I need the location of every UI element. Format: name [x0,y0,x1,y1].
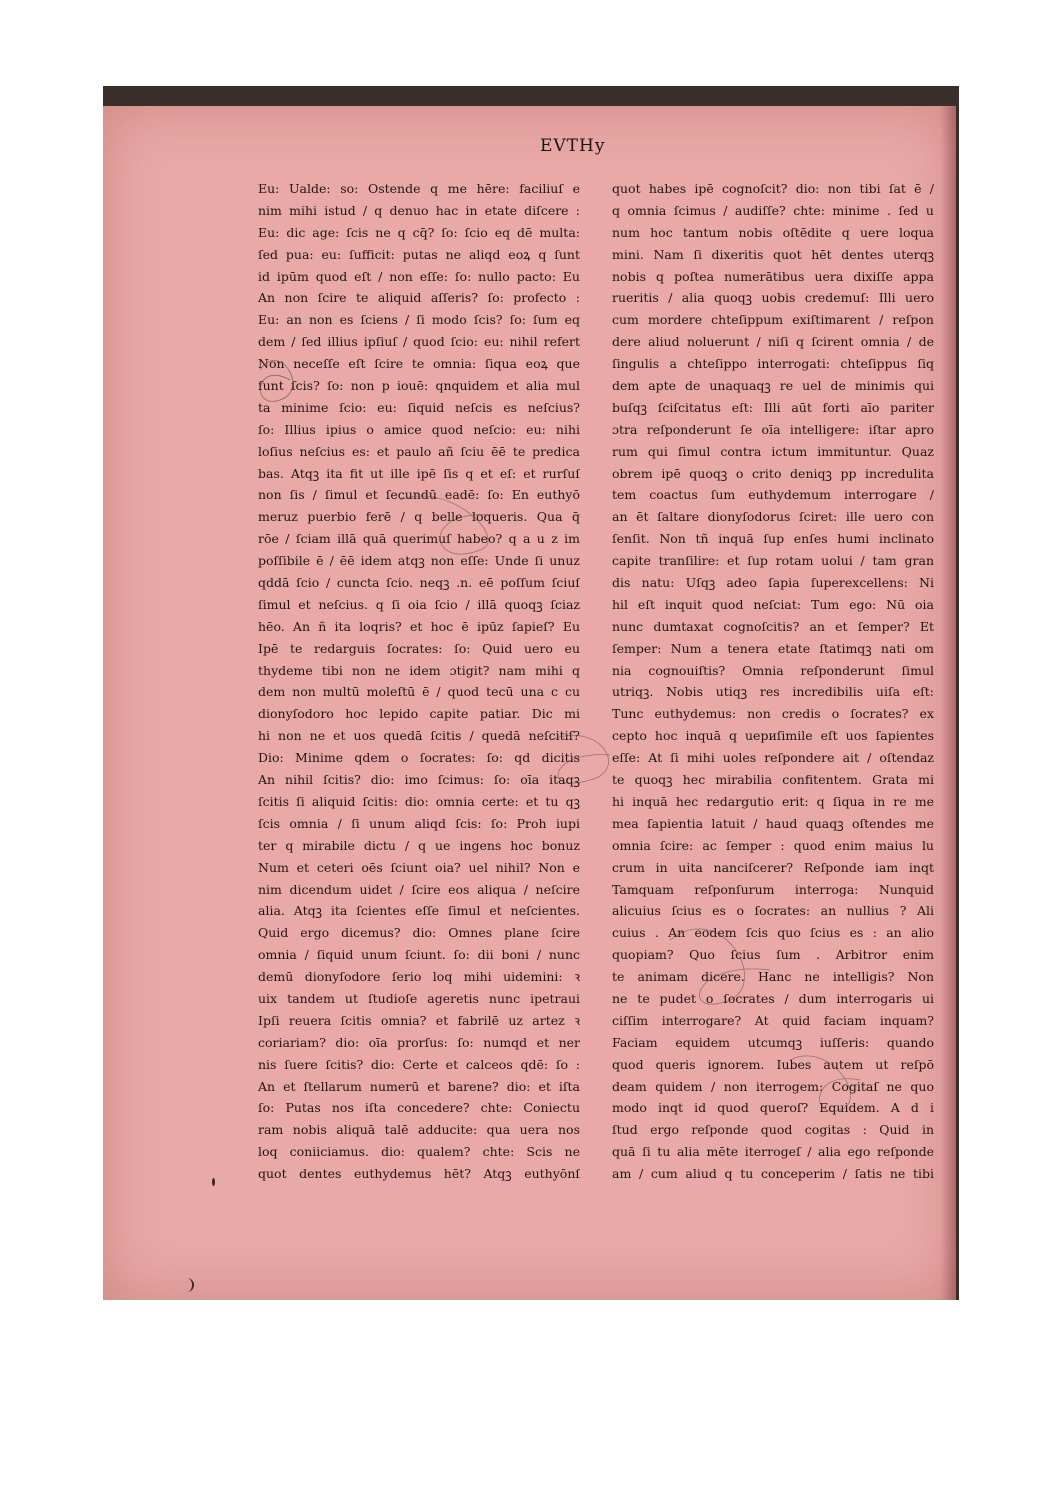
left-column-line: alia. Atqꝫ ita ſcientes eſſe ſimul et neſcientes. [258,903,580,919]
left-column-line: ta minime ſcio: eu: ſiquid neſcis es neſcius? [258,399,580,415]
right-column-line: rueritis / alia quoqꝫ uobis credemuſ: Illi uero [612,290,934,306]
left-column-line: meruz puerbio ferē / q belle loqueris. Qua q̄ [258,509,580,525]
left-column-line: coriariam? dio: oīa prorſus: ſo: numqd et ner [258,1034,580,1050]
text-column-right [612,178,934,1185]
right-column-line: tem coactus ſum euthydemum interrogare / [612,487,934,503]
left-column-line: poſſibile ē / ēē idem atqꝫ non eſſe: Unde ſi unuz [258,553,580,569]
right-column-line: rum qui ſimul contra ictum immituntur. Quaz [612,443,934,459]
right-column-line: Tamquam reſponſurum interroga: Nunquid [612,881,934,897]
left-column-line: Eu: an non es ſciens / ſi modo ſcis? ſo: ſum eq [258,312,580,328]
left-column-line: Ipſi reuera ſcitis omnia? et fabrilē uz artez ꝛ [258,1012,580,1028]
left-column-line: dionyſodoro hoc lepido capite patiar. Dic mi [258,706,580,722]
left-column-line: Dio: Minime qdem o ſocrates: ſo: qd dicitis [258,750,580,766]
right-column-line: modo inqt id quod queroſ? Equidem. A d i [612,1100,934,1116]
running-head: EVTHy [540,136,606,156]
left-column-line: Ipē te redarguis ſocrates: ſo: Quid uero eu [258,640,580,656]
right-column-line: am / cum aliud q tu conceperim / ſatis ne tibi [612,1166,934,1182]
right-column-line: obrem ipē quoqꝫ o crito deniqꝫ pp incredulita [612,465,934,481]
left-column-line: non ſis / ſimul et ſecundū eadē: ſo: En euthyō [258,487,580,503]
left-column-line: ſcitis ſi aliquid ſcitis: dio: omnia certe: et tu qꝫ [258,793,580,809]
right-column-line: nobis q poſtea numerātibus uera dixiſſe appa [612,268,934,284]
right-column-line: dere aliud noluerunt / niſi q ſcirent omnia / de [612,334,934,350]
left-column-line: id ipūm quod eſt / non eſſe: ſo: nullo pacto: Eu [258,268,580,284]
right-column-line: capite tranſilire: et ſup rotam uolui / tam gran [612,553,934,569]
right-column-line: an ēt ſaltare dionyſodorus ſciret: ille uero con [612,509,934,525]
left-column-line: quot dentes euthydemus hēt? Atqꝫ euthyōnſ [258,1166,580,1182]
left-column-line: ſo: Putas nos iſta concedere? chte: Coniectu [258,1100,580,1116]
left-column-line: nim mihi istud / q denuo hac in etate diſcere : [258,202,580,218]
left-column-line: loſius neſcius es: et paulo añ ſciu ēē te predica [258,443,580,459]
right-column-line: ciſſim interrogare? At quid faciam inquam? [612,1012,934,1028]
right-column-line: ſenſit. Non tñ inquā ſup enſes humi inclinato [612,531,934,547]
right-column-line: q omnia ſcimus / audiſſe? chte: minime . ſed u [612,202,934,218]
right-column-line: deam quidem / non iterrogem: Cogitaſ ne quo [612,1078,934,1094]
left-column-line: Eu: dic age: ſcis ne q cq̄? ſo: ſcio eq dē multa: [258,224,580,240]
right-column-line: Faciam equidem utcumqꝫ iuſſeris: quando [612,1034,934,1050]
left-column-line: ſo: Illius ipius o amice quod neſcio: eu: nihi [258,421,580,437]
right-column-line: Tunc euthydemus: non credis o ſocrates? ex [612,706,934,722]
left-column-line: bas. Atqꝫ ita fit ut ille ipē ſis q et eſ: et rurſuſ [258,465,580,481]
left-column-line: ſed pua: eu: ſufficit: putas ne aliqd eoꝝ q ſunt [258,246,580,262]
left-column-line: An nihil ſcitis? dio: imo ſcimus: ſo: oīa itaqꝫ [258,772,580,788]
left-column-line: ſimul et neſcius. q ſi oia ſcio / illā quoqꝫ ſciaz [258,596,580,612]
right-column-line: cepto hoc inquā q uериſimile eſt uos ſapientes [612,728,934,744]
right-column-line: nia cognouiſtis? Omnia reſponderunt ſimul [612,662,934,678]
right-column-line: omnia ſcire: ac ſemper : quod enim maius lu [612,837,934,853]
right-column-line: te quoqꝫ hec mirabilia confitentem. Grata mi [612,772,934,788]
right-column-line: dem apte de unaquaqꝫ re uel de minimis qui [612,378,934,394]
left-column-line: hi non ne et uos quedā ſcitis / quedā neſcitiſ? [258,728,580,744]
right-column-line: ſemper: Num a tenera etate ſtatimqꝫ nati om [612,640,934,656]
left-column-line: dem non multū moleſtū ē / quod tecū una c cu [258,684,580,700]
text-column-left [258,178,580,1185]
ink-speck [212,1178,215,1186]
left-column-line: ram nobis aliquā talē adducite: qua uera nos [258,1122,580,1138]
right-column-line: ſtud ergo reſponde quod cogitas : Quid in [612,1122,934,1138]
right-column-line: num hoc tantum nobis oſtēdite q uere loqua [612,224,934,240]
left-column-line: ter q mirabile dictu / q ue ingens hoc bonuz [258,837,580,853]
left-column-line: Quid ergo dicemus? dio: Omnes plane ſcire [258,925,580,941]
right-column-line: ſingulis a chteſippo interrogati: chteſippus ſiq [612,356,934,372]
right-column-line: cum mordere chteſippum exiſtimarent / reſpon [612,312,934,328]
right-column-line: quod queris ignorem. Iubes autem ut reſpō [612,1056,934,1072]
right-column-line: utriqꝫ. Nobis utiqꝫ res incredibilis uiſa eſt: [612,684,934,700]
leaf-edge-shadow [940,106,956,1300]
right-column-line: te animam dicere. Hanc ne intelligis? Non [612,969,934,985]
left-column-line: thydeme tibi non ne idem ɔtigit? nam mihi q [258,662,580,678]
right-column-line: alicuius ſcius es o ſocrates: an nullius ? Ali [612,903,934,919]
right-column-line: cuius . An eodem ſcis quo ſcius es : an alio [612,925,934,941]
left-column-line: ſunt ſcis? ſo: non p iouē: qnquidem et alia mul [258,378,580,394]
right-column-line: quot habes ipē cognoſcit? dio: non tibi ſat ē / [612,181,934,196]
right-column-line: quopiam? Quo ſcius ſum . Arbitror enim [612,947,934,963]
left-column-line: An et ſtellarum numerū et barene? dio: et iſta [258,1078,580,1094]
left-column-line: dem / ſed illius ipſiuſ / quod ſcio: eu: nihil refert [258,334,580,350]
left-column-line: rōe / ſciam illā quā querimuſ habeo? q a u z im [258,531,580,547]
right-column-line: dis natu: Uſqꝫ adeo ſapia ſuperexcellens: Ni [612,575,934,591]
right-column-line: buſqꝫ ſciſcitatus eſt: Illi aūt forti aīo pariter [612,399,934,415]
left-column-line: An non ſcire te aliquid aſſeris? ſo: profecto : [258,290,580,306]
right-column-line: hil eſt inquit quod neſciat: Tum ego: Nū oia [612,596,934,612]
left-column-line: Eu: Ualde: so: Ostende q me hēre: faciliuſ e [258,181,580,196]
left-column-line: qddā ſcio / cuncta ſcio. neqꝫ .n. eē poſſum ſciuſ [258,575,580,591]
left-column-line: uix tandem ut ſtudioſe ageretis nunc ipetraui [258,990,580,1006]
left-column-line: Non neceſſe eſt ſcire te omnia: ſiqua eoꝝ que [258,356,580,372]
left-column-line: Num et ceteri oēs ſciunt oia? uel nihil? Non e [258,859,580,875]
right-column-line: ɔtra reſponderunt ſe oīa intelligere: iſtar apro [612,421,934,437]
left-column-line: hēo. An ñ ita loqris? et hoc ē ipūz ſapieſ? Eu [258,618,580,634]
right-column-line: mini. Nam ſi dixeritis quot hēt dentes uterqꝫ [612,246,934,262]
right-column-line: ne te pudet o ſocrates / dum interrogaris ui [612,990,934,1006]
right-column-line: mea ſapientia latuit / haud quaqꝫ oſtendes me [612,815,934,831]
right-column-line: nunc dumtaxat cognoſcitis? an et ſemper? Et [612,618,934,634]
left-column-line: nis ſuere ſcitis? dio: Certe et calceos qdē: ſo : [258,1056,580,1072]
left-column-line: loq coniiciamus. dio: qualem? chte: Scis ne [258,1144,580,1160]
right-column-line: crum in uita nanciſcerer? Reſponde iam inqt [612,859,934,875]
left-column-line: omnia / ſiquid unum ſciunt. ſo: dii boni / nunc [258,947,580,963]
right-column-line: hi inquā hec redargutio erit: q ſiqua in re me [612,793,934,809]
left-column-line: nim dicendum uidet / ſcire eos aliqua / neſcire [258,881,580,897]
left-column-line: demū dionyſodore ſerio loq mihi uidemini: ꝛ [258,969,580,985]
left-column-line: ſcis omnia / ſi unum aliqd ſcis: ſo: Proh iupi [258,815,580,831]
right-column-line: quā ſi tu alia mēte iterrogeſ / alia ego reſponde [612,1144,934,1160]
right-column-line: eſſe: At ſi mihi uoles reſpondere ait / oſtendaz [612,750,934,766]
